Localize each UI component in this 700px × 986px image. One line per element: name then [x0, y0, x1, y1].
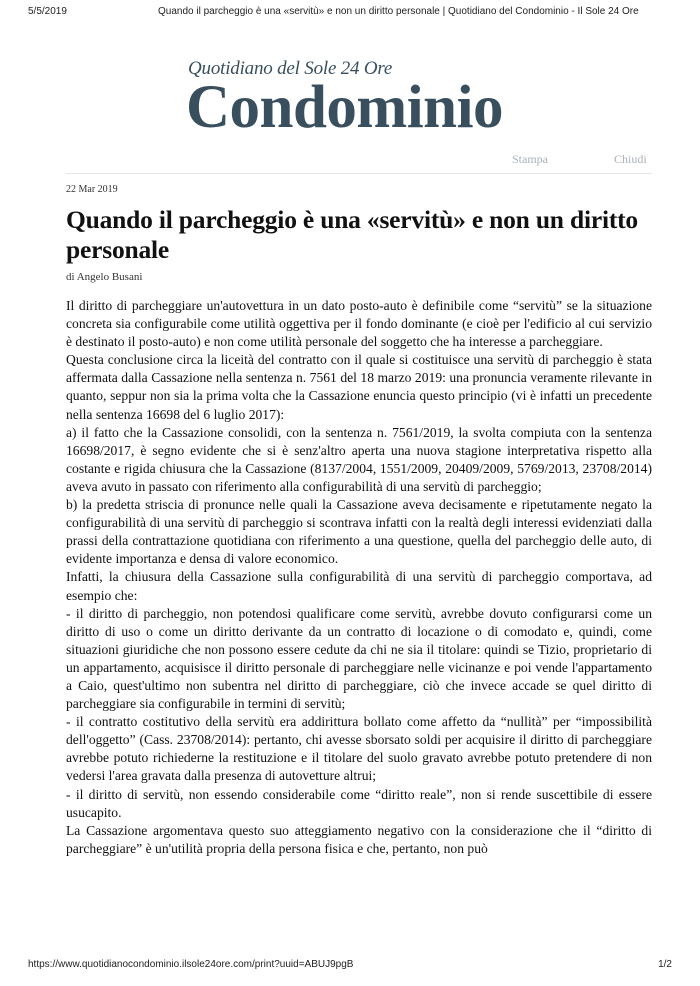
paragraph: Il diritto di parcheggiare un'autovettura in un dato posto-auto è definibile come “servitù” se la situazione concreta sia configurabile come utilità oggettiva per il fondo dominante (e cioè per l'edificio al cui servizio è destinato il posto-auto) e non come utilità personale del soggetto che ha interesse a parcheggiare.: [66, 298, 652, 350]
article-body: [66, 297, 652, 949]
print-page-title: Quando il parcheggio è una «servitù» e non un diritto personale | Quotidiano del Condominio - Il Sole 24 Ore: [158, 6, 639, 17]
article-headline: Quando il parcheggio è una «servitù» e non un diritto personale: [66, 205, 638, 264]
paragraph: a) il fatto che la Cassazione consolidi, con la sentenza n. 7561/2019, la svolta compiuta con la sentenza 16698/2017, è segno evidente che si è senz'altro aperta una nuova stagione interpretativa rispetto alla costante e rigida chiusura che la Cassazione (8137/2004, 1551/2009, 20409/2009, 5769/2013, 23708/2014) aveva avuto in passato con riferimento alla configurabilità di una servitù di parcheggio;: [66, 424, 652, 494]
paragraph: - il diritto di servitù, non essendo considerabile come “diritto reale”, non si rende suscettibile di essere usucapito.: [66, 786, 652, 820]
article-byline: di Angelo Busani: [66, 271, 143, 283]
paragraph: La Cassazione argomentava questo suo atteggiamento negativo con la considerazione che il “diritto di parcheggiare” è un'utilità propria della persona fisica e che, pertanto, non può: [66, 822, 652, 856]
close-link[interactable]: Chiudi: [614, 152, 647, 166]
masthead: [186, 58, 548, 141]
print-date: 5/5/2019: [28, 6, 67, 17]
paragraph: Questa conclusione circa la liceità del contratto con il quale si costituisce una servitù di parcheggio è stata affermata dalla Cassazione nella sentenza n. 7561 del 18 marzo 2019: una pronuncia veramente rilevante in quanto, seppur non sia la prima volta che la Cassazione enuncia questo principio (vi è infatti un precedente nella sentenza 16698 del 6 luglio 2017):: [66, 352, 652, 422]
paragraph: b) la predetta striscia di pronunce nelle quali la Cassazione aveva decisamente e ripetutamente negato la configurabilità di una servitù di parcheggio si scontrava infatti con la realtà degli interessi evidenziati dalla prassi della contrattazione quotidiana con riferimento a una questione, quella del parcheggio delle auto, di evidente importanza e densa di valore economico.: [66, 497, 652, 567]
masthead-kicker: Quotidiano del Sole 24 Ore: [188, 58, 393, 79]
page-number: 1/2: [658, 959, 672, 970]
divider: [66, 173, 652, 174]
print-footer: [0, 959, 700, 973]
print-url: https://www.quotidianocondominio.ilsole24ore.com/print?uuid=ABUJ9pgB: [28, 959, 354, 970]
article-date: 22 Mar 2019: [66, 184, 118, 195]
paragraph: - il diritto di parcheggio, non potendosi qualificare come servitù, avrebbe dovuto configurarsi come un diritto di uso o come un diritto derivante da un contratto di locazione o di comodato e, quindi, come situazioni giuridiche che non possono essere cedute da chi ne sia il titolare: quindi se Tizio, proprietario di un appartamento, acquisisce il diritto personale di parcheggiare nelle vicinanze e poi vende l'appartamento a Caio, quest'ultimo non subentra nel diritto di parcheggiare, ciò che invece accade se quel diritto di parcheggiare sia configurabile in termini di servitù;: [66, 605, 652, 712]
print-link[interactable]: Stampa: [512, 152, 548, 166]
article-actions: [512, 152, 662, 168]
masthead-logo[interactable]: Condominio: [186, 74, 504, 141]
paragraph: Infatti, la chiusura della Cassazione sulla configurabilità di una servitù di parcheggio comportava, ad esempio che:: [66, 569, 652, 603]
print-header: [0, 6, 700, 20]
paragraph: - il contratto costitutivo della servitù era addirittura bollato come affetto da “nullità” per “impossibilità dell'oggetto” (Cass. 23708/2014): pertanto, chi avesse sborsato soldi per acquisire il diritto di parcheggiare avrebbe potuto richiederne la restituzione e il titolare del suolo gravato avrebbe potuto pretendere di non vedersi l'area gravata dalla presenza di autovetture altrui;: [66, 714, 652, 784]
